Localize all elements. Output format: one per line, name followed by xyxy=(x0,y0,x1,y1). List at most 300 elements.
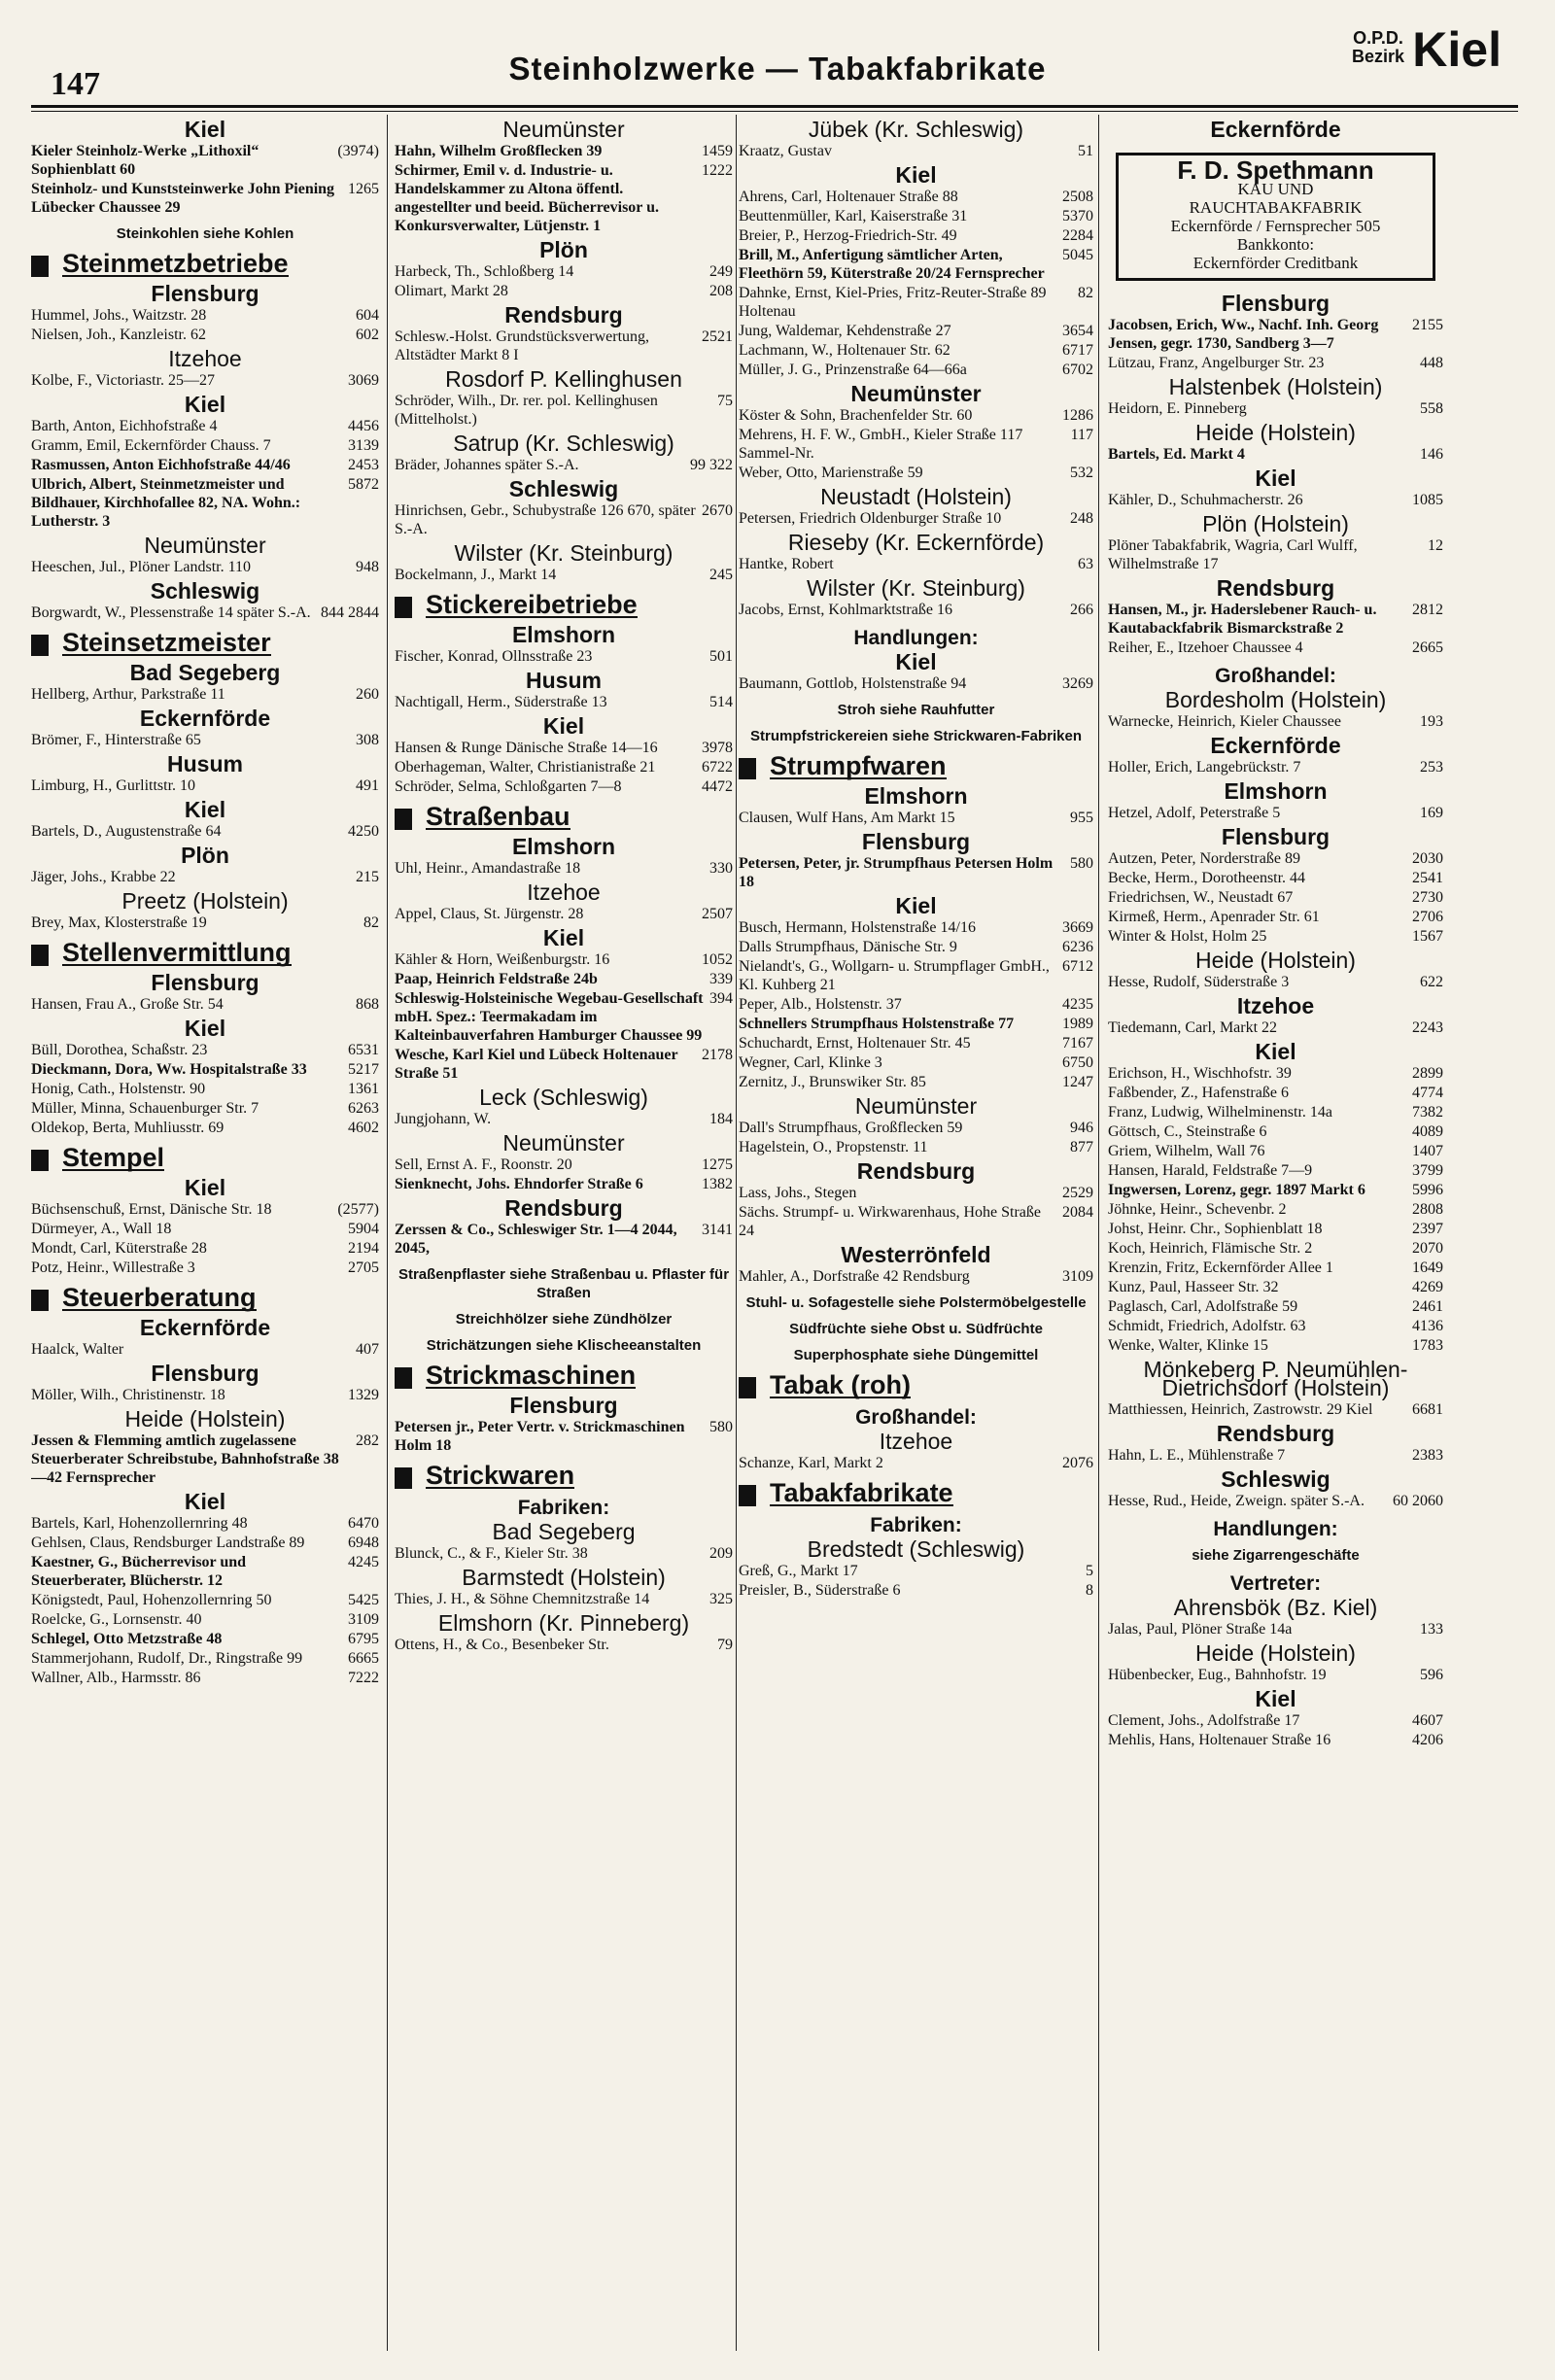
entry-name: Honig, Cath., Holstenstr. 90 xyxy=(31,1081,206,1097)
directory-entry xyxy=(395,456,733,474)
directory-entry xyxy=(1108,536,1443,573)
entry-name: Busch, Hermann, Holstenstraße 14/16 xyxy=(739,919,976,936)
directory-entry xyxy=(395,777,733,796)
entry-name: Hellberg, Arthur, Parkstraße 11 xyxy=(31,686,225,703)
entry-name: Weber, Otto, Marienstraße 59 xyxy=(739,465,923,481)
entry-phone-number: 330 xyxy=(709,860,733,877)
entry-name: Schnellers Strumpfhaus Holstenstraße 77 xyxy=(739,1016,1015,1032)
directory-entry xyxy=(395,501,733,538)
directory-entry xyxy=(395,950,733,969)
entry-phone-number: 6948 xyxy=(348,1535,379,1551)
directory-entry xyxy=(31,914,379,932)
cross-reference-note: siehe Zigarrengeschäfte xyxy=(1192,1547,1360,1564)
place-heading: Kiel xyxy=(1255,1686,1296,1711)
entry-phone-number: 1783 xyxy=(1412,1337,1443,1354)
place-heading: Elmshorn xyxy=(1224,778,1328,804)
section-heading xyxy=(739,1478,1093,1507)
entry-name: Limburg, H., Gurlittstr. 10 xyxy=(31,777,196,794)
entry-phone-number: 266 xyxy=(1070,602,1093,618)
entry-name: Blunck, C., & F., Kieler Str. 38 xyxy=(395,1545,588,1562)
directory-entry xyxy=(31,868,379,886)
column-4 xyxy=(1108,115,1443,2351)
section-title: Stempel xyxy=(62,1143,165,1172)
directory-entry xyxy=(395,693,733,711)
entry-phone-number: 580 xyxy=(1070,855,1093,872)
entry-name: Petersen, Friedrich Oldenburger Straße 10 xyxy=(739,510,1002,527)
directory-entry xyxy=(31,1534,379,1552)
place-heading: Itzehoe xyxy=(527,880,601,905)
entry-phone-number: 193 xyxy=(1420,713,1443,730)
entry-phone-number: 7222 xyxy=(348,1670,379,1686)
entry-phone-number: 5425 xyxy=(348,1592,379,1608)
ad-line: KAU UND xyxy=(1237,180,1314,198)
entry-phone-number: 2178 xyxy=(702,1047,733,1063)
place-heading: Plön xyxy=(539,237,588,262)
directory-entry xyxy=(739,809,1093,827)
entry-phone-number: 3269 xyxy=(1062,675,1093,692)
directory-entry xyxy=(1108,1278,1443,1296)
place-heading: Flensburg xyxy=(151,281,259,306)
entry-name: Dalls Strumpfhaus, Dänische Str. 9 xyxy=(739,939,957,955)
entry-name: Matthiessen, Heinrich, Zastrowstr. 29 Kiel xyxy=(1108,1401,1373,1418)
entry-name: Brömer, F., Hinterstraße 65 xyxy=(31,732,201,748)
directory-entry xyxy=(31,1431,379,1487)
directory-entry xyxy=(395,161,733,235)
place-heading: Itzehoe xyxy=(1236,993,1315,1018)
section-title: Steuerberatung xyxy=(62,1283,257,1312)
place-heading: Flensburg xyxy=(861,829,971,854)
directory-entry xyxy=(739,1073,1093,1091)
directory-entry xyxy=(1108,1239,1443,1258)
header-rule xyxy=(31,105,1518,112)
entry-phone-number: 248 xyxy=(1070,510,1093,527)
entry-name: Hinrichsen, Gebr., Schubystraße 126 670, später S.-A. xyxy=(395,502,696,537)
column-1 xyxy=(31,115,379,2351)
directory-entry xyxy=(1108,1666,1443,1684)
bezirk-name: Kiel xyxy=(1412,22,1502,77)
entry-phone-number: 63 xyxy=(1078,556,1093,572)
section-title: Stickereibetriebe xyxy=(426,590,638,619)
entry-phone-number: 558 xyxy=(1420,400,1443,417)
entry-name: Borgwardt, W., Plessenstraße 14 später S.-A. xyxy=(31,604,311,621)
directory-entry xyxy=(1108,1336,1443,1355)
directory-entry xyxy=(31,326,379,344)
directory-entry xyxy=(1108,849,1443,868)
directory-entry xyxy=(31,456,379,474)
entry-name: Erichson, H., Wischhofstr. 39 xyxy=(1108,1065,1292,1082)
entry-name: Kraatz, Gustav xyxy=(739,143,832,159)
entry-phone-number: 146 xyxy=(1420,446,1443,463)
entry-phone-number: 1052 xyxy=(702,951,733,968)
page-number: 147 xyxy=(51,66,100,102)
directory-entry xyxy=(31,604,379,622)
advertisement-box xyxy=(1116,153,1435,281)
entry-phone-number: 868 xyxy=(356,996,379,1013)
directory-entry xyxy=(1108,1084,1443,1102)
entry-name: Köster & Sohn, Brachenfelder Str. 60 xyxy=(739,407,973,424)
entry-name: Hahn, Wilhelm Großflecken 39 xyxy=(395,143,603,159)
section-heading xyxy=(31,628,379,657)
directory-entry xyxy=(31,1259,379,1277)
entry-phone-number: 6795 xyxy=(348,1631,379,1647)
entry-phone-number: 184 xyxy=(709,1111,733,1127)
entry-phone-number: 3109 xyxy=(1062,1268,1093,1285)
directory-entry xyxy=(739,322,1093,340)
entry-phone-number: 844 2844 xyxy=(321,604,379,621)
entry-name: Hansen, Frau A., Große Str. 54 xyxy=(31,996,224,1013)
entry-name: Brey, Max, Klosterstraße 19 xyxy=(31,914,207,931)
column-divider xyxy=(736,115,737,2351)
column-2 xyxy=(395,115,733,2351)
directory-entry xyxy=(1108,1142,1443,1160)
place-heading: Itzehoe xyxy=(879,1429,953,1454)
entry-name: Dieckmann, Dora, Ww. Hospitalstraße 33 xyxy=(31,1061,307,1078)
entry-name: Mehlis, Hans, Holtenauer Straße 16 xyxy=(1108,1732,1331,1748)
entry-name: Clement, Johs., Adolfstraße 17 xyxy=(1108,1712,1300,1729)
section-heading xyxy=(395,1461,733,1490)
directory-entry xyxy=(1108,1446,1443,1465)
place-heading: Rendsburg xyxy=(1216,575,1335,601)
section-heading xyxy=(739,1370,1093,1399)
place-heading: Eckernförde xyxy=(139,1315,271,1340)
entry-phone-number: 3799 xyxy=(1412,1162,1443,1179)
directory-entry xyxy=(739,361,1093,379)
directory-entry xyxy=(31,1386,379,1404)
entry-phone-number: 60 2060 xyxy=(1393,1493,1443,1509)
subsection-heading: Fabriken: xyxy=(517,1497,610,1519)
entry-name: Peper, Alb., Holstenstr. 37 xyxy=(739,996,902,1013)
entry-name: Potz, Heinr., Willestraße 3 xyxy=(31,1259,195,1276)
entry-name: Roelcke, G., Lornsenstr. 40 xyxy=(31,1611,202,1628)
entry-phone-number: 1275 xyxy=(702,1156,733,1173)
directory-entry xyxy=(31,1669,379,1687)
directory-entry xyxy=(31,1119,379,1137)
directory-entry xyxy=(395,970,733,988)
directory-entry xyxy=(395,739,733,757)
directory-entry xyxy=(739,1203,1093,1240)
entry-name: Franz, Ludwig, Wilhelminenstr. 14a xyxy=(1108,1104,1333,1121)
entry-phone-number: 2243 xyxy=(1412,1019,1443,1036)
place-heading: Schleswig xyxy=(1221,1466,1330,1492)
entry-phone-number: 8 xyxy=(1086,1582,1093,1599)
entry-phone-number: 580 xyxy=(709,1419,733,1435)
column-divider xyxy=(387,115,388,2351)
directory-entry xyxy=(739,341,1093,360)
entry-phone-number: 82 xyxy=(1078,285,1093,301)
entry-name: Kieler Steinholz-Werke „Lithoxil“ Sophienblatt 60 xyxy=(31,143,259,178)
place-heading: Bad Segeberg xyxy=(129,660,281,685)
directory-entry xyxy=(395,989,733,1045)
entry-phone-number: 2194 xyxy=(348,1240,379,1257)
entry-phone-number: 4602 xyxy=(348,1120,379,1136)
entry-phone-number: 260 xyxy=(356,686,379,703)
entry-phone-number: 877 xyxy=(1070,1139,1093,1156)
entry-name: Wegner, Carl, Klinke 3 xyxy=(739,1054,882,1071)
cross-reference-note: Straßenpflaster siehe Straßenbau u. Pflaster für Straßen xyxy=(397,1266,730,1301)
entry-name: Hetzel, Adolf, Peterstraße 5 xyxy=(1108,805,1281,821)
entry-phone-number: 596 xyxy=(1420,1667,1443,1683)
entry-phone-number: 4235 xyxy=(1062,996,1093,1013)
entry-phone-number: 4456 xyxy=(348,418,379,434)
place-heading: Elmshorn (Kr. Pinneberg) xyxy=(437,1610,690,1636)
entry-phone-number: 3669 xyxy=(1062,919,1093,936)
directory-entry xyxy=(395,1418,733,1455)
entry-name: Tiedemann, Carl, Markt 22 xyxy=(1108,1019,1278,1036)
entry-phone-number: 2397 xyxy=(1412,1221,1443,1237)
entry-name: Jäger, Johs., Krabbe 22 xyxy=(31,869,176,885)
entry-phone-number: 3978 xyxy=(702,740,733,756)
directory-entry xyxy=(1108,491,1443,509)
section-title: Tabakfabrikate xyxy=(770,1478,953,1507)
ad-line: RAUCHTABAKFABRIK xyxy=(1189,198,1363,217)
place-heading: Rendsburg xyxy=(1216,1421,1335,1446)
directory-entry xyxy=(395,566,733,584)
place-heading: Kiel xyxy=(1255,466,1296,491)
place-heading: Flensburg xyxy=(1221,824,1330,849)
entry-name: Sächs. Strumpf- u. Wirkwarenhaus, Hohe Straße 24 xyxy=(739,1204,1041,1239)
entry-name: Schirmer, Emil v. d. Industrie- u. Handelskammer zu Altona öffentl. angestellter und beeid. Bücherrevisor u. Konkursverwalter, Lütjenstr. 1 xyxy=(395,162,659,234)
entry-phone-number: 2730 xyxy=(1412,889,1443,906)
entry-phone-number: 4089 xyxy=(1412,1123,1443,1140)
entry-phone-number: 82 xyxy=(363,914,379,931)
section-title: Strickwaren xyxy=(426,1461,575,1490)
entry-name: Ulbrich, Albert, Steinmetzmeister und Bildhauer, Kirchhofallee 82, NA. Wohn.: Lutherstr. 3 xyxy=(31,476,301,530)
directory-entry xyxy=(31,1080,379,1098)
entry-name: Ottens, H., & Co., Besenbeker Str. xyxy=(395,1637,609,1653)
entry-name: Kaestner, G., Bücherrevisor und Steuerberater, Blücherstr. 12 xyxy=(31,1554,247,1589)
entry-phone-number: 2076 xyxy=(1062,1455,1093,1471)
entry-name: Jacobsen, Erich, Ww., Nachf. Inh. Georg Jensen, gegr. 1730, Sandberg 3—7 xyxy=(1108,317,1379,352)
entry-phone-number: 4472 xyxy=(702,778,733,795)
directory-entry xyxy=(739,1267,1093,1286)
entry-name: Schlesw.-Holst. Grundstücksverwertung, Altstädter Markt 8 I xyxy=(395,328,650,363)
entry-name: Jungjohann, W. xyxy=(395,1111,492,1127)
entry-name: Bartels, Ed. Markt 4 xyxy=(1108,446,1245,463)
directory-entry xyxy=(1108,1200,1443,1219)
entry-name: Jessen & Flemming amtlich zugelassene Steuerberater Schreibstube, Bahnhofstraße 38—42 Fernsprecher xyxy=(31,1432,339,1486)
entry-name: Bockelmann, J., Markt 14 xyxy=(395,567,557,583)
entry-name: Kunz, Paul, Hasseer Str. 32 xyxy=(1108,1279,1279,1295)
entry-name: Mahler, A., Dorfstraße 42 Rendsburg xyxy=(739,1268,970,1285)
entry-phone-number: 5370 xyxy=(1062,208,1093,224)
directory-entry xyxy=(1108,1317,1443,1335)
entry-phone-number: 249 xyxy=(709,263,733,280)
directory-entry xyxy=(739,555,1093,573)
entry-phone-number: 3109 xyxy=(348,1611,379,1628)
entry-phone-number: 253 xyxy=(1420,759,1443,776)
entry-phone-number: 4206 xyxy=(1412,1732,1443,1748)
entry-name: Sienknecht, Johs. Ehndorfer Straße 6 xyxy=(395,1176,643,1192)
section-title: Steinmetzbetriebe xyxy=(62,249,289,278)
entry-name: Jöhnke, Heinr., Schevenbr. 2 xyxy=(1108,1201,1287,1218)
entry-name: Johst, Heinr. Chr., Sophienblatt 18 xyxy=(1108,1221,1323,1237)
entry-phone-number: 208 xyxy=(709,283,733,299)
entry-name: Zernitz, J., Brunswiker Str. 85 xyxy=(739,1074,926,1090)
entry-phone-number: 4245 xyxy=(348,1554,379,1570)
section-heading xyxy=(31,249,379,278)
section-title: Straßenbau xyxy=(426,802,570,831)
column-divider xyxy=(1098,115,1099,2351)
place-heading: Rosdorf P. Kellinghusen xyxy=(445,366,682,392)
entry-name: Breier, P., Herzog-Friedrich-Str. 49 xyxy=(739,227,957,244)
place-heading: Kiel xyxy=(184,392,226,417)
directory-entry xyxy=(739,674,1093,693)
directory-entry xyxy=(395,392,733,429)
place-heading: Bredstedt (Schleswig) xyxy=(807,1536,1025,1562)
section-title: Steinsetzmeister xyxy=(62,628,271,657)
entry-phone-number: 4774 xyxy=(1412,1085,1443,1101)
place-heading: Flensburg xyxy=(151,970,259,995)
entry-name: Griem, Wilhelm, Wall 76 xyxy=(1108,1143,1265,1159)
entry-name: Steinholz- und Kunststeinwerke John Piening Lübecker Chaussee 29 xyxy=(31,181,335,216)
entry-name: Koch, Heinrich, Flämische Str. 2 xyxy=(1108,1240,1313,1257)
entry-name: Uhl, Heinr., Amandastraße 18 xyxy=(395,860,581,877)
directory-entry xyxy=(739,1562,1093,1580)
entry-phone-number: 948 xyxy=(356,559,379,575)
entry-phone-number: 1329 xyxy=(348,1387,379,1403)
entry-phone-number: 1265 xyxy=(348,181,379,197)
place-heading: Wilster (Kr. Steinburg) xyxy=(454,540,674,566)
entry-name: Olimart, Markt 28 xyxy=(395,283,508,299)
place-heading: Jübek (Kr. Schleswig) xyxy=(808,117,1024,142)
entry-name: Kirmeß, Herm., Apenrader Str. 61 xyxy=(1108,909,1320,925)
directory-entry xyxy=(1108,973,1443,991)
entry-phone-number: 4136 xyxy=(1412,1318,1443,1334)
entry-name: Harbeck, Th., Schloßberg 14 xyxy=(395,263,574,280)
entry-name: Hagelstein, O., Propstenstr. 11 xyxy=(739,1139,928,1156)
entry-name: Paglasch, Carl, Adolfstraße 59 xyxy=(1108,1298,1298,1315)
directory-entry xyxy=(739,1034,1093,1052)
entry-phone-number: 514 xyxy=(709,694,733,710)
place-heading: Neumünster xyxy=(850,381,982,406)
entry-phone-number: 7382 xyxy=(1412,1104,1443,1121)
place-heading: Kiel xyxy=(184,1175,226,1200)
entry-name: Friedrichsen, W., Neustadt 67 xyxy=(1108,889,1294,906)
entry-name: Schlegel, Otto Metzstraße 48 xyxy=(31,1631,223,1647)
entry-phone-number: 5996 xyxy=(1412,1182,1443,1198)
section-marker-icon xyxy=(395,809,412,830)
directory-entry xyxy=(395,1221,733,1258)
entry-name: Hübenbecker, Eug., Bahnhofstr. 19 xyxy=(1108,1667,1327,1683)
directory-entry xyxy=(739,938,1093,956)
directory-entry xyxy=(1108,445,1443,464)
cross-reference-note: Streichhölzer siehe Zündhölzer xyxy=(455,1311,673,1328)
section-marker-icon xyxy=(31,1150,49,1171)
section-heading xyxy=(739,751,1093,780)
entry-name: Kolbe, F., Victoriastr. 25—27 xyxy=(31,372,216,389)
place-heading: Kiel xyxy=(1255,1039,1296,1064)
directory-entry xyxy=(395,262,733,281)
entry-name: Hahn, L. E., Mühlenstraße 7 xyxy=(1108,1447,1286,1464)
place-heading: Kiel xyxy=(542,713,585,739)
entry-name: Büll, Dorothea, Schaßstr. 23 xyxy=(31,1042,208,1058)
entry-name: Schröder, Wilh., Dr. rer. pol. Kellinghusen (Mittelholst.) xyxy=(395,393,658,428)
directory-entry xyxy=(395,328,733,364)
entry-phone-number: 2284 xyxy=(1062,227,1093,244)
entry-name: Clausen, Wulf Hans, Am Markt 15 xyxy=(739,810,955,826)
entry-name: Jalas, Paul, Plöner Straße 14a xyxy=(1108,1621,1293,1638)
entry-name: Faßbender, Z., Hafenstraße 6 xyxy=(1108,1085,1289,1101)
directory-entry xyxy=(395,1046,733,1083)
directory-entry xyxy=(395,282,733,300)
ad-company-name: F. D. Spethmann xyxy=(1177,155,1374,185)
directory-entry xyxy=(395,1590,733,1608)
entry-phone-number: 117 xyxy=(1070,427,1093,443)
place-heading: Kiel xyxy=(895,893,937,918)
entry-phone-number: 2084 xyxy=(1062,1204,1093,1221)
section-heading xyxy=(31,1283,379,1312)
place-heading: Rendsburg xyxy=(504,302,623,328)
entry-phone-number: 5904 xyxy=(348,1221,379,1237)
entry-name: Holler, Erich, Langebrückstr. 7 xyxy=(1108,759,1301,776)
place-heading: Heide (Holstein) xyxy=(1195,1640,1356,1666)
directory-entry xyxy=(31,1649,379,1668)
directory-entry xyxy=(395,647,733,666)
entry-phone-number: 1247 xyxy=(1062,1074,1093,1090)
entry-phone-number: 1407 xyxy=(1412,1143,1443,1159)
entry-name: Dahnke, Ernst, Kiel-Pries, Fritz-Reuter-Straße 89 Holtenau xyxy=(739,285,1047,320)
place-heading: Leck (Schleswig) xyxy=(479,1085,648,1110)
entry-name: Hummel, Johs., Waitzstr. 28 xyxy=(31,307,207,324)
directory-entry xyxy=(739,226,1093,245)
directory-entry xyxy=(1108,758,1443,776)
entry-phone-number: 1649 xyxy=(1412,1259,1443,1276)
section-title: Stellenvermittlung xyxy=(62,938,292,967)
section-marker-icon xyxy=(739,758,756,779)
entry-phone-number: 51 xyxy=(1078,143,1093,159)
directory-entry xyxy=(31,417,379,435)
entry-phone-number: 6681 xyxy=(1412,1401,1443,1418)
entry-phone-number: 209 xyxy=(709,1545,733,1562)
section-heading xyxy=(395,802,733,831)
directory-entry xyxy=(739,1454,1093,1472)
entry-phone-number: 2808 xyxy=(1412,1201,1443,1218)
entry-name: Appel, Claus, St. Jürgenstr. 28 xyxy=(395,906,584,922)
directory-entry xyxy=(31,475,379,531)
entry-name: Jung, Waldemar, Kehdenstraße 27 xyxy=(739,323,951,339)
entry-name: Möller, Wilh., Christinenstr. 18 xyxy=(31,1387,225,1403)
entry-name: Kähler & Horn, Weißenburgstr. 16 xyxy=(395,951,610,968)
directory-entry xyxy=(739,246,1093,283)
entry-phone-number: 2899 xyxy=(1412,1065,1443,1082)
place-heading: Wilster (Kr. Steinburg) xyxy=(807,575,1025,601)
entry-name: Schröder, Selma, Schloßgarten 7—8 xyxy=(395,778,622,795)
entry-name: Oberhageman, Walter, Christianistraße 21 xyxy=(395,759,656,776)
directory-entry xyxy=(739,601,1093,619)
entry-name: Wesche, Karl Kiel und Lübeck Holtenauer Straße 51 xyxy=(395,1047,678,1082)
place-heading: Plön xyxy=(181,843,229,868)
entry-name: Lachmann, W., Holtenauer Str. 62 xyxy=(739,342,950,359)
section-marker-icon xyxy=(395,1467,412,1489)
entry-phone-number: 2383 xyxy=(1412,1447,1443,1464)
directory-entry xyxy=(1108,1731,1443,1749)
directory-entry xyxy=(31,1041,379,1059)
entry-phone-number: 491 xyxy=(356,777,379,794)
entry-phone-number: 955 xyxy=(1070,810,1093,826)
entry-name: Dürmeyer, A., Wall 18 xyxy=(31,1221,172,1237)
directory-entry xyxy=(739,188,1093,206)
cross-reference-note: Südfrüchte siehe Obst u. Südfrüchte xyxy=(789,1321,1043,1337)
directory-entry xyxy=(31,685,379,704)
directory-entry xyxy=(395,1110,733,1128)
entry-name: Autzen, Peter, Norderstraße 89 xyxy=(1108,850,1300,867)
place-heading: Eckernförde xyxy=(1210,733,1341,758)
entry-phone-number: 6750 xyxy=(1062,1054,1093,1071)
entry-phone-number: 532 xyxy=(1070,465,1093,481)
entry-phone-number: 407 xyxy=(356,1341,379,1358)
entry-name: Mondt, Carl, Küterstraße 28 xyxy=(31,1240,207,1257)
entry-name: Lass, Johs., Stegen xyxy=(739,1185,857,1201)
